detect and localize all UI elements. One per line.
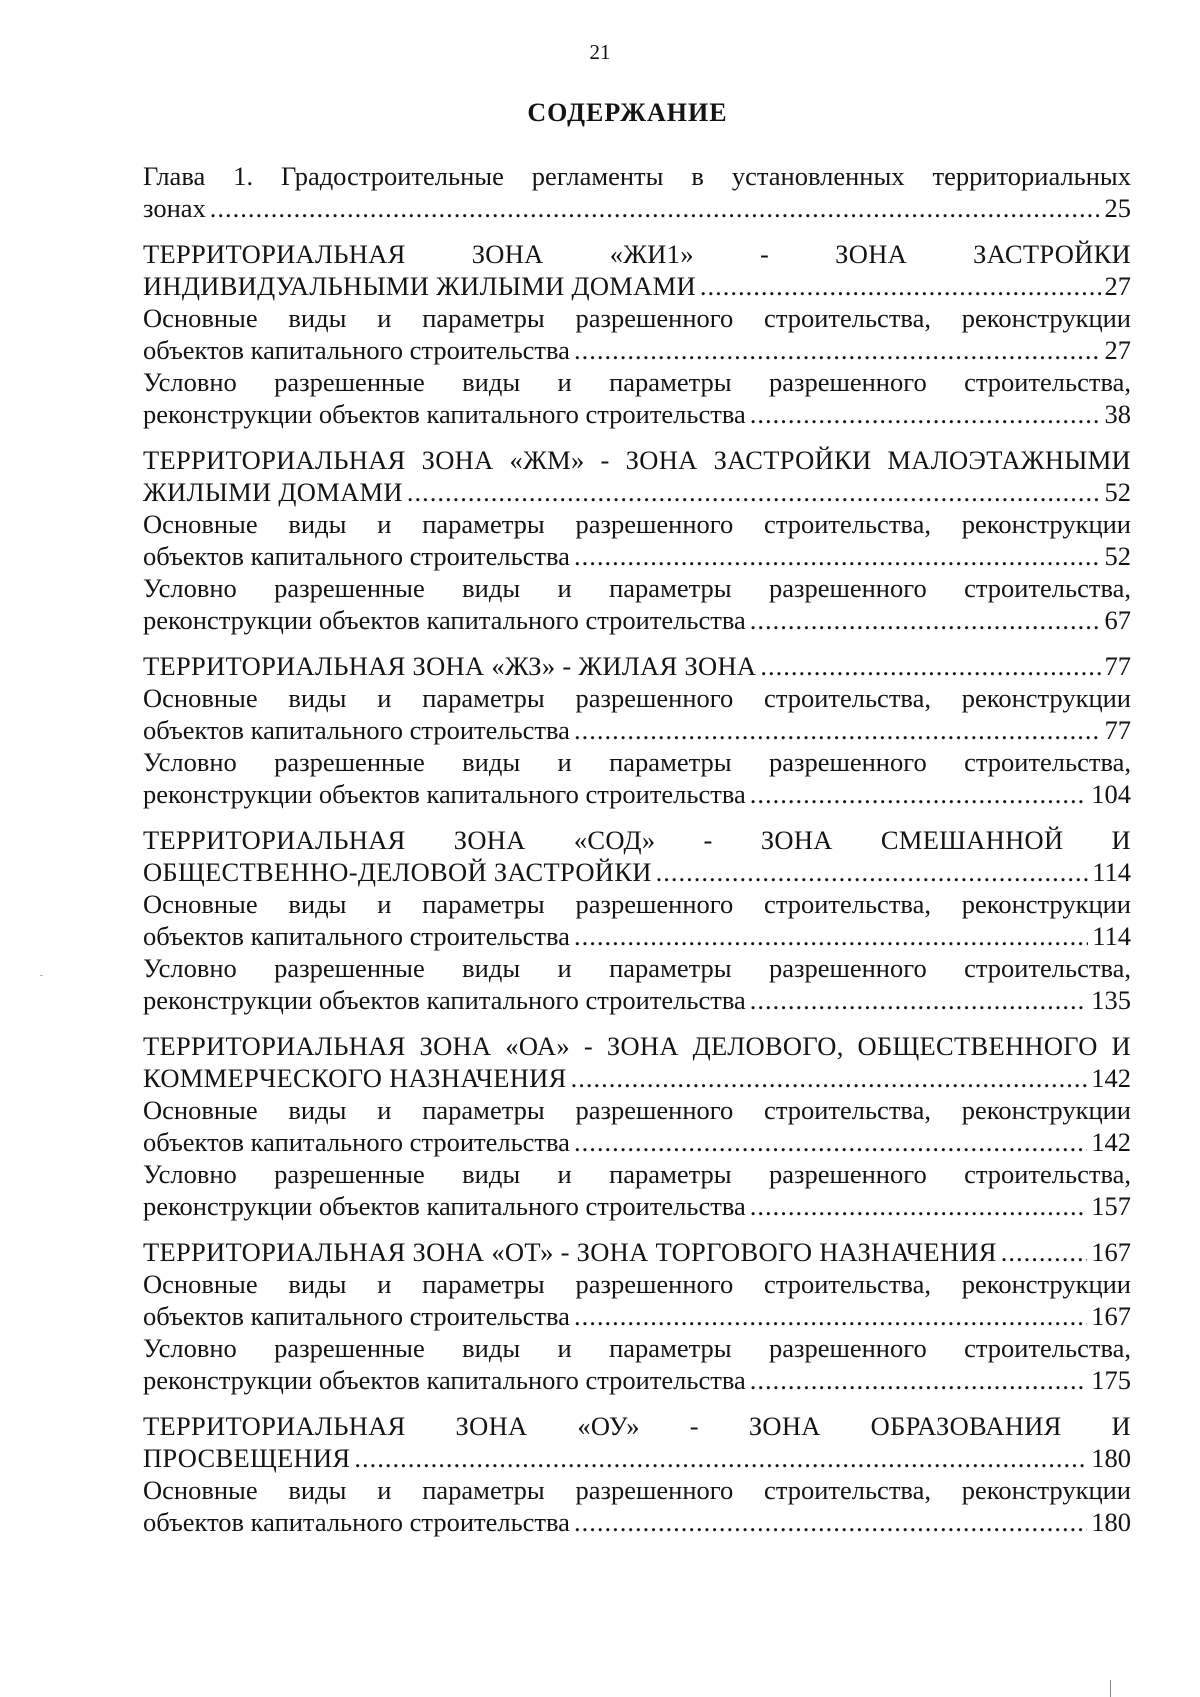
toc-entry-leader-line: [143, 1364, 1131, 1396]
toc-entry-heading-line: Основные виды и параметры разрешенного строительства, реконструкции: [143, 683, 1131, 713]
toc-entry-leader-line: [143, 1190, 1131, 1222]
toc-entry[interactable]: [143, 1332, 1131, 1396]
toc-entry-text: объектов капитального строительства: [143, 1507, 570, 1537]
toc-page-number[interactable]: 27: [1104, 335, 1131, 365]
toc-entry[interactable]: [143, 952, 1131, 1016]
toc-entry-leader-line: [143, 1062, 1131, 1094]
toc-entry-leader-line: [143, 778, 1131, 810]
toc-entry-heading-line: Глава 1. Градостроительные регламенты в установленных территориальных: [143, 161, 1131, 191]
toc-entry-leader-line: [143, 540, 1131, 572]
dot-leader: [700, 270, 1101, 302]
toc-entry-heading-line: Условно разрешенные виды и параметры разрешенного строительства,: [143, 367, 1131, 397]
toc-entry-text: ИНДИВИДУАЛЬНЫМИ ЖИЛЫМИ ДОМАМИ: [143, 271, 696, 301]
toc-entry[interactable]: [143, 1474, 1131, 1538]
toc-entry[interactable]: [143, 682, 1131, 746]
toc-entry[interactable]: [143, 508, 1131, 572]
toc-entry[interactable]: [143, 1030, 1131, 1094]
dot-leader: [656, 856, 1089, 888]
page-number: 21: [589, 40, 611, 64]
toc-page-number[interactable]: 77: [1104, 715, 1131, 745]
dot-leader: [750, 1364, 1087, 1396]
toc-entry-leader-line: [143, 334, 1131, 366]
dot-leader: [750, 778, 1087, 810]
toc-entry[interactable]: [143, 746, 1131, 810]
toc-entry-text: объектов капитального строительства: [143, 335, 570, 365]
toc-entry-text: объектов капитального строительства: [143, 1127, 570, 1157]
toc-entry[interactable]: [143, 238, 1131, 302]
toc-entry[interactable]: [143, 1158, 1131, 1222]
toc-entry[interactable]: [143, 366, 1131, 430]
dot-leader: [760, 650, 1100, 682]
toc-entry-text: ТЕРРИТОРИАЛЬНАЯ ЗОНА «ОТ» - ЗОНА ТОРГОВОГО НАЗНАЧЕНИЯ: [143, 1237, 997, 1267]
toc-entry-leader-line: [143, 1236, 1131, 1268]
toc-entry[interactable]: [143, 302, 1131, 366]
toc-page-number[interactable]: 104: [1091, 779, 1131, 809]
toc-entry-leader-line: [143, 1442, 1131, 1474]
toc-page-number[interactable]: 167: [1091, 1301, 1131, 1331]
toc-entry-leader-line: [143, 714, 1131, 746]
toc-entry-leader-line: [143, 856, 1131, 888]
toc-entry[interactable]: [143, 444, 1131, 508]
toc-entry[interactable]: [143, 1094, 1131, 1158]
toc-entry[interactable]: [143, 1236, 1131, 1268]
toc-page-number[interactable]: 157: [1091, 1191, 1131, 1221]
toc-entry-heading-line: ТЕРРИТОРИАЛЬНАЯ ЗОНА «ЖМ» - ЗОНА ЗАСТРОЙКИ МАЛОЭТАЖНЫМИ: [143, 445, 1131, 475]
dot-leader: [750, 604, 1101, 636]
toc-page-number[interactable]: 135: [1091, 985, 1131, 1015]
toc-entry-text: КОММЕРЧЕСКОГО НАЗНАЧЕНИЯ: [143, 1063, 567, 1093]
dot-leader: [574, 1126, 1087, 1158]
dot-leader: [1001, 1236, 1088, 1268]
toc-page-number[interactable]: 167: [1091, 1237, 1131, 1267]
dot-leader: [407, 476, 1101, 508]
dot-leader: [571, 1062, 1088, 1094]
toc-entry-heading-line: ТЕРРИТОРИАЛЬНАЯ ЗОНА «ОУ» - ЗОНА ОБРАЗОВАНИЯ И: [143, 1411, 1131, 1441]
toc-entry-heading-line: Основные виды и параметры разрешенного строительства, реконструкции: [143, 889, 1131, 919]
toc-entry-heading-line: Условно разрешенные виды и параметры разрешенного строительства,: [143, 1333, 1131, 1363]
toc-page-number[interactable]: 52: [1104, 541, 1131, 571]
toc-entry[interactable]: [143, 824, 1131, 888]
toc-entry-text: реконструкции объектов капитального строительства: [143, 399, 746, 429]
toc-entry-leader-line: [143, 476, 1131, 508]
toc-entry[interactable]: [143, 160, 1131, 224]
scan-mark: [40, 975, 43, 976]
toc-entry-leader-line: [143, 192, 1131, 224]
dot-leader: [574, 1506, 1087, 1538]
toc-page-number[interactable]: 114: [1092, 921, 1131, 951]
dot-leader: [354, 1442, 1087, 1474]
dot-leader: [210, 192, 1101, 224]
toc-page-number[interactable]: 38: [1104, 399, 1131, 429]
toc-entry-heading-line: Условно разрешенные виды и параметры разрешенного строительства,: [143, 747, 1131, 777]
toc-entry-text: реконструкции объектов капитального строительства: [143, 779, 746, 809]
toc-entry-text: объектов капитального строительства: [143, 541, 570, 571]
toc-entry-text: реконструкции объектов капитального строительства: [143, 1365, 746, 1395]
toc-entry-heading-line: Условно разрешенные виды и параметры разрешенного строительства,: [143, 953, 1131, 983]
toc-entry-heading-line: ТЕРРИТОРИАЛЬНАЯ ЗОНА «СОД» - ЗОНА СМЕШАННОЙ И: [143, 825, 1131, 855]
toc-entry-heading-line: Основные виды и параметры разрешенного строительства, реконструкции: [143, 1475, 1131, 1505]
toc-entry-heading-line: Условно разрешенные виды и параметры разрешенного строительства,: [143, 573, 1131, 603]
toc-title: СОДЕРЖАНИЕ: [527, 98, 728, 127]
toc-entry-text: реконструкции объектов капитального строительства: [143, 1191, 746, 1221]
dot-leader: [750, 984, 1087, 1016]
toc-entry-text: реконструкции объектов капитального строительства: [143, 605, 746, 635]
toc-page-number[interactable]: 142: [1091, 1127, 1131, 1157]
toc-entry-heading-line: ТЕРРИТОРИАЛЬНАЯ ЗОНА «ОА» - ЗОНА ДЕЛОВОГО, ОБЩЕСТВЕННОГО И: [143, 1031, 1131, 1061]
toc-page-number[interactable]: 114: [1092, 857, 1131, 887]
toc-page-number[interactable]: 180: [1091, 1443, 1131, 1473]
toc-entry[interactable]: [143, 650, 1131, 682]
dot-leader: [574, 334, 1101, 366]
toc-entry-leader-line: [143, 270, 1131, 302]
toc-entry-leader-line: [143, 604, 1131, 636]
toc-page-number[interactable]: 175: [1091, 1365, 1131, 1395]
toc-entry[interactable]: [143, 1268, 1131, 1332]
toc-page-number[interactable]: 67: [1104, 605, 1131, 635]
toc-entry-heading-line: Основные виды и параметры разрешенного строительства, реконструкции: [143, 303, 1131, 333]
toc-entry[interactable]: [143, 888, 1131, 952]
toc-entry-leader-line: [143, 984, 1131, 1016]
toc-entry-heading-line: ТЕРРИТОРИАЛЬНАЯ ЗОНА «ЖИ1» - ЗОНА ЗАСТРОЙКИ: [143, 239, 1131, 269]
toc-entry-heading-line: Основные виды и параметры разрешенного строительства, реконструкции: [143, 1269, 1131, 1299]
toc-entry-heading-line: Основные виды и параметры разрешенного строительства, реконструкции: [143, 1095, 1131, 1125]
toc-page-number[interactable]: 52: [1104, 477, 1131, 507]
toc-page-number[interactable]: 142: [1091, 1063, 1131, 1093]
toc-page-number[interactable]: 25: [1104, 193, 1131, 223]
toc-page-number[interactable]: 27: [1104, 271, 1131, 301]
toc-entry[interactable]: [143, 572, 1131, 636]
toc-entry-text: объектов капитального строительства: [143, 715, 570, 745]
toc-entry-text: ОБЩЕСТВЕННО-ДЕЛОВОЙ ЗАСТРОЙКИ: [143, 857, 652, 887]
toc-entry[interactable]: [143, 1410, 1131, 1474]
toc-page-number[interactable]: 180: [1091, 1507, 1131, 1537]
toc-entry-text: ТЕРРИТОРИАЛЬНАЯ ЗОНА «ЖЗ» - ЖИЛАЯ ЗОНА: [143, 651, 757, 681]
toc-entry-leader-line: [143, 1126, 1131, 1158]
toc-entry-text: зонах: [143, 193, 206, 223]
dot-leader: [574, 1300, 1087, 1332]
toc-entry-text: реконструкции объектов капитального строительства: [143, 985, 746, 1015]
toc-entry-text: объектов капитального строительства: [143, 1301, 570, 1331]
toc-entry-leader-line: [143, 920, 1131, 952]
dot-leader: [750, 1190, 1087, 1222]
toc-entry-heading-line: Основные виды и параметры разрешенного строительства, реконструкции: [143, 509, 1131, 539]
dot-leader: [574, 540, 1101, 572]
toc-entry-text: ЖИЛЫМИ ДОМАМИ: [143, 477, 403, 507]
toc-entry-text: объектов капитального строительства: [143, 921, 570, 951]
toc-entry-leader-line: [143, 398, 1131, 430]
dot-leader: [574, 714, 1101, 746]
scan-mark: [1110, 1680, 1111, 1697]
dot-leader: [750, 398, 1101, 430]
toc-entry-heading-line: Условно разрешенные виды и параметры разрешенного строительства,: [143, 1159, 1131, 1189]
dot-leader: [574, 920, 1088, 952]
table-of-contents: [143, 160, 1131, 1538]
toc-entry-leader-line: [143, 650, 1131, 682]
toc-entry-text: ПРОСВЕЩЕНИЯ: [143, 1443, 351, 1473]
toc-entry-leader-line: [143, 1300, 1131, 1332]
toc-page-number[interactable]: 77: [1104, 651, 1131, 681]
toc-entry-leader-line: [143, 1506, 1131, 1538]
